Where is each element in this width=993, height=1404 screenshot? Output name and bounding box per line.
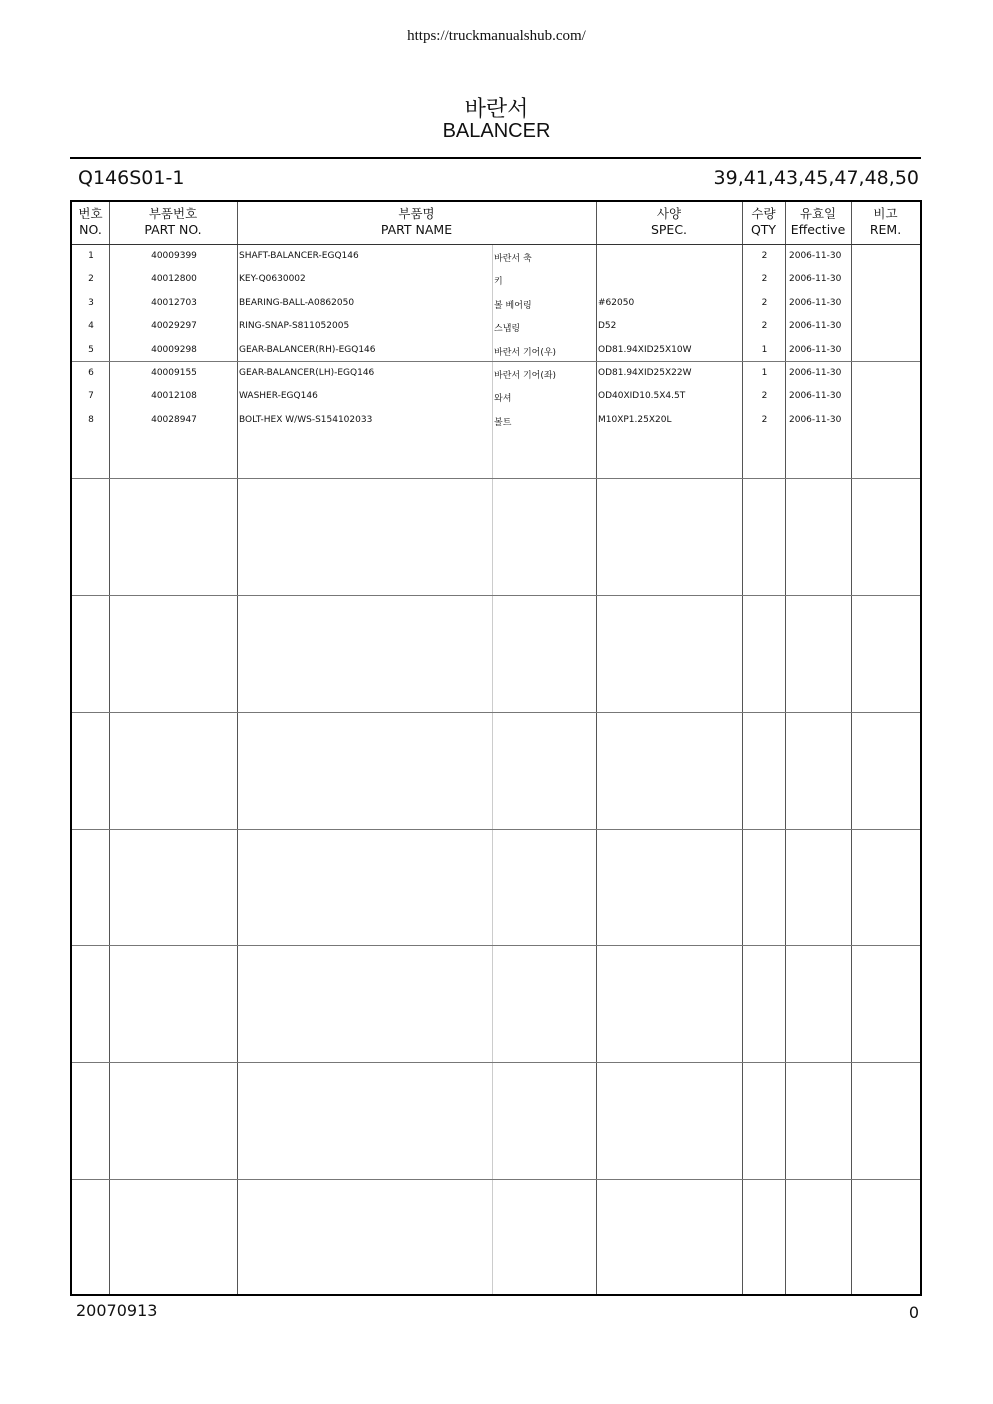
cell-part-name: SHAFT-BALANCER-EGQ146: [239, 251, 359, 261]
col-header-part-no-ko: 부품번호: [148, 206, 198, 221]
cell-part-name-ko: 키: [494, 277, 503, 287]
col-header-part-no-en: PART NO.: [144, 222, 202, 237]
cell-no: 3: [88, 298, 94, 308]
col-header-qty-en: QTY: [750, 222, 777, 237]
catalog-code: Q146S01-1: [78, 167, 185, 189]
row-group-divider: [72, 945, 920, 946]
cell-no: 5: [88, 345, 94, 355]
col-header-qty: [742, 206, 785, 238]
cell-no: 4: [88, 321, 94, 331]
col-header-no: [72, 206, 109, 238]
cell-effective: 2006-11-30: [789, 415, 842, 425]
cell-qty: 2: [761, 274, 768, 284]
cell-no: 1: [88, 251, 94, 261]
issue-date: 20070913: [76, 1301, 158, 1320]
source-url[interactable]: https://truckmanualshub.com/: [407, 28, 586, 44]
col-header-effective: [785, 206, 851, 238]
col-header-rem-en: REM.: [869, 222, 902, 237]
col-header-part-name-ko: 부품명: [398, 206, 435, 221]
cell-spec: OD81.94XID25X10W: [598, 345, 692, 355]
cell-spec: OD81.94XID25X22W: [598, 368, 692, 378]
table-row: [72, 409, 920, 432]
col-header-spec-en: SPEC.: [650, 222, 688, 237]
cell-no: 7: [88, 391, 94, 401]
parts-table: [70, 200, 922, 1296]
cell-spec: OD40XID10.5X4.5T: [598, 391, 686, 401]
cell-part-name: RING-SNAP-S811052005: [239, 321, 350, 331]
cell-part-name: BOLT-HEX W/WS-S154102033: [239, 415, 373, 425]
page-number: 0: [908, 1303, 919, 1322]
header-rule: [70, 157, 921, 159]
cell-qty: 2: [761, 415, 768, 425]
cell-effective: 2006-11-30: [789, 298, 842, 308]
row-group-divider: [72, 595, 920, 596]
page-title-korean: 바란서: [464, 97, 529, 122]
col-header-no-ko: 번호: [78, 206, 103, 221]
cell-part-name: BEARING-BALL-A0862050: [239, 298, 355, 308]
cell-part-no: 40012703: [151, 298, 197, 308]
applicable-serials: 39,41,43,45,47,48,50: [713, 167, 919, 189]
col-header-qty-ko: 수량: [751, 206, 776, 221]
cell-qty: 2: [761, 321, 768, 331]
cell-part-name-ko: 바란서 축: [494, 254, 532, 264]
cell-qty: 2: [761, 391, 768, 401]
cell-part-name-ko: 바란서 기어(좌): [494, 371, 557, 381]
cell-part-no: 40029297: [151, 321, 197, 331]
cell-no: 6: [88, 368, 94, 378]
cell-part-no: 40028947: [151, 415, 197, 425]
cell-no: 8: [88, 415, 94, 425]
cell-no: 2: [88, 274, 94, 284]
col-header-rem-ko: 비고: [873, 206, 898, 221]
col-header-part-name: [237, 206, 596, 238]
table-row: [72, 245, 920, 268]
col-header-spec: [596, 206, 742, 238]
cell-qty: 1: [761, 345, 768, 355]
col-header-rem: [851, 206, 920, 238]
row-group-divider: [72, 712, 920, 713]
row-group-divider: [72, 1062, 920, 1063]
cell-spec: M10XP1.25X20L: [598, 415, 672, 425]
cell-part-name-ko: 와셔: [494, 394, 512, 404]
table-row: [72, 315, 920, 338]
table-row: [72, 268, 920, 291]
cell-part-name: GEAR-BALANCER(RH)-EGQ146: [239, 345, 376, 355]
row-group-divider: [72, 478, 920, 479]
cell-qty: 2: [761, 251, 768, 261]
col-header-spec-ko: 사양: [656, 206, 682, 221]
col-header-part-name-en: PART NAME: [380, 222, 453, 237]
cell-effective: 2006-11-30: [789, 251, 842, 261]
cell-part-no: 40012108: [151, 391, 197, 401]
cell-effective: 2006-11-30: [789, 345, 842, 355]
table-row: [72, 385, 920, 408]
table-row: [72, 362, 920, 385]
cell-part-name-ko: 볼트: [494, 418, 512, 428]
cell-effective: 2006-11-30: [789, 368, 842, 378]
cell-part-name-ko: 볼 베어링: [494, 301, 532, 311]
cell-part-no: 40009298: [151, 345, 197, 355]
cell-part-name-ko: 바란서 기어(우): [494, 348, 557, 358]
table-row: [72, 292, 920, 315]
cell-spec: #62050: [598, 298, 635, 308]
cell-part-name: GEAR-BALANCER(LH)-EGQ146: [239, 368, 375, 378]
table-row: [72, 339, 920, 362]
cell-spec: D52: [598, 321, 617, 331]
cell-part-name: WASHER-EGQ146: [239, 391, 318, 401]
col-header-effective-en: Effective: [790, 222, 846, 237]
col-header-no-en: NO.: [79, 222, 102, 237]
cell-effective: 2006-11-30: [789, 321, 842, 331]
cell-qty: 2: [761, 298, 768, 308]
col-header-part-no: [109, 206, 237, 238]
row-group-divider: [72, 1179, 920, 1180]
cell-part-no: 40012800: [151, 274, 197, 284]
col-header-effective-ko: 유효일: [799, 206, 837, 221]
cell-part-no: 40009399: [151, 251, 197, 261]
cell-part-no: 40009155: [151, 368, 197, 378]
page-title: BALANCER: [442, 120, 551, 142]
cell-effective: 2006-11-30: [789, 391, 842, 401]
cell-qty: 1: [761, 368, 768, 378]
cell-part-name-ko: 스냅링: [494, 324, 521, 334]
cell-effective: 2006-11-30: [789, 274, 842, 284]
cell-part-name: KEY-Q0630002: [239, 274, 306, 284]
row-group-divider: [72, 829, 920, 830]
